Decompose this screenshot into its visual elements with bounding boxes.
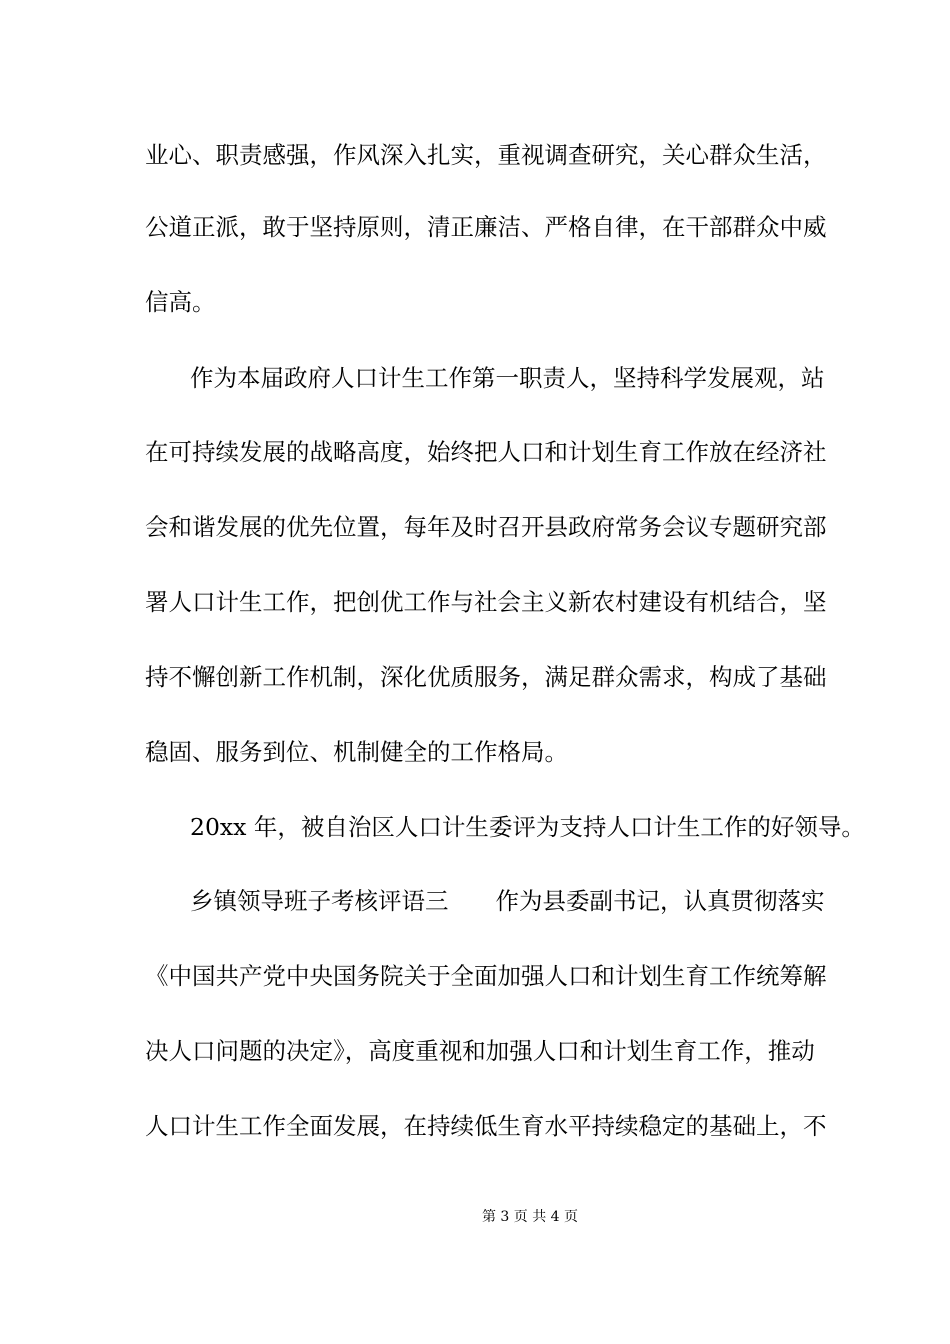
body-text-line: 署人口计生工作，把创优工作与社会主义新农村建设有机结合，坚 (145, 588, 827, 616)
body-text-line: 在可持续发展的战略高度，始终把人口和计划生育工作放在经济社 (145, 438, 827, 466)
body-text-line: 业心、职责感强，作风深入扎实，重视调查研究，关心群众生活， (145, 141, 827, 169)
body-text-line: 决人口问题的决定》，高度重视和加强人口和计划生育工作，推动 (145, 1037, 815, 1065)
body-text-line: 持不懈创新工作机制，深化优质服务，满足群众需求，构成了基础 (145, 663, 827, 691)
body-text-line: 会和谐发展的优先位置，每年及时召开县政府常务会议专题研究部 (145, 513, 827, 541)
body-text-line: 稳固、服务到位、机制健全的工作格局。 (145, 738, 568, 766)
paragraph-first-line: 作为本届政府人口计生工作第一职责人，坚持科学发展观，站 (190, 364, 825, 392)
paragraph-first-line: 乡镇领导班子考核评语三 作为县委副书记，认真贯彻落实 (190, 887, 825, 915)
page-number-footer: 第 3 页 共 4 页 (481, 1209, 579, 1225)
paragraph-first-line: 20xx 年，被自治区人口计生委评为支持人口计生工作的好领导。 (190, 813, 865, 841)
body-text-line: 信高。 (145, 288, 216, 316)
body-text-line: 《中国共产党中央国务院关于全面加强人口和计划生育工作统筹解 (145, 962, 827, 990)
body-text-line: 公道正派，敢于坚持原则，清正廉洁、严格自律，在干部群众中威 (145, 213, 827, 241)
body-text-line: 人口计生工作全面发展，在持续低生育水平持续稳定的基础上，不 (145, 1112, 827, 1140)
